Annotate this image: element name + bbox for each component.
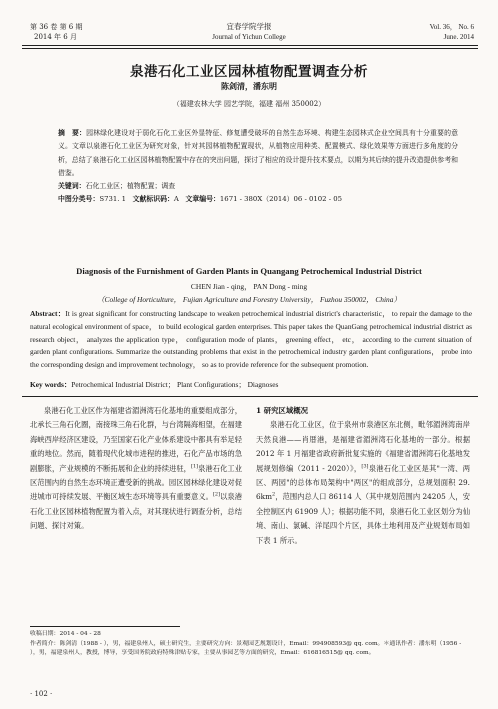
- study-text-1: 泉港石化工业区，位于泉州市泉港区东北侧，毗邻湄洲湾南岸天然良港——肖厝港，是福建省湄洲湾石化基地的一部分。根据 2012 年 1 月福建省政府新批复实施的《福建省湄洲湾石化基地发展规划修编（2011 - 2020）》，: [256, 420, 470, 473]
- english-abstract-text: It is great significant for constructing landscape to weaken petrochemical industrial district's characteristic， to repair the damage to the natural ecological environment of space， to build ecological garden enterprises. This paper takes the QuanGang petrochemical industrial district as research object， analyzes the application type， configuration mode of plants， greening effect， etc， according to the current situation of garden plant configurations. Summarize the outstanding problems that exist in the petrochemical industry garden plant configurations， probe into the corresponding design and improvement technology， so as to provide reference for the subsequent promotion.: [30, 309, 472, 370]
- abstract-text: 园林绿化建设对于弱化石化工业区外显特征、修复遭受破坏的自然生态环境、构建生态园林式企业空间具有十分重要的意义。文章以泉港石化工业区为研究对象，针对其园林植物配置现状，从植物应用种类、配置模式、绿化效果等方面进行多角度的分析，总结了泉港石化工业区园林植物配置中存在的突出问题，探讨了相应的设计提升技术要点，以期为其后续的提升改造提供参考和借鉴。: [58, 129, 459, 177]
- page-number: · 102 ·: [30, 690, 53, 698]
- citation-3[interactable]: [3]: [361, 463, 369, 470]
- journal-date-left: 2014 年 6 月: [34, 33, 77, 41]
- journal-volume-left: 第 36 卷 第 6 期: [30, 23, 83, 31]
- body-right-column: [256, 404, 470, 548]
- english-title: Diagnosis of the Furnishment of Garden Plants in Quangang Petrochemical Industrial District: [76, 266, 422, 276]
- citation-2[interactable]: [2]: [212, 492, 221, 499]
- study-text-2: 泉港石化工业区是其"一湾、两区、两园"的总体布局架构中"两区"的组成部分，总规划面积 29. 6km: [256, 463, 470, 502]
- body-left-column: [30, 404, 242, 534]
- paper-affiliation: （福建农林大学 园艺学院，福建 福州 350002）: [172, 100, 326, 108]
- header-rule-thin: [22, 48, 478, 49]
- header-rule-thick: [22, 45, 478, 46]
- section-heading: 1 研究区域概况: [256, 406, 309, 415]
- footnote: [30, 630, 470, 659]
- english-abstract-label: Abstract：: [30, 309, 66, 318]
- journal-name-cn: 宜春学院学报: [226, 22, 272, 31]
- paper-authors: 陈剑清，潘东明: [221, 81, 277, 91]
- english-keywords-text: Petrochemical Industrial District； Plant Configurations； Diagnoses: [71, 380, 279, 389]
- doc-code-value: A: [173, 195, 179, 204]
- article-number-value: 1671 - 380X（2014）06 - 0102 - 05: [219, 195, 343, 204]
- journal-volume-right: Vol. 36， No. 6: [429, 23, 474, 31]
- citation-1[interactable]: [1]: [191, 463, 199, 470]
- author-info: 作者简介：陈剑清（1988 - ），男，福建泉州人，硕士研究生，主要研究方向：景观园艺规划设计，Email：994908593@ qq. com。＊通讯作者：潘东明（1956 - ），男，福建泉州人，教授，博导，享受国务院政府特殊津贴专家，主要从事园艺等方面的研究，Email：616816515@ qq. com。: [30, 640, 462, 657]
- journal-name-en: Journal of Yichun College: [212, 33, 286, 41]
- doc-code-label: 文献标识码：: [132, 195, 174, 204]
- study-area-paragraph: [256, 418, 470, 548]
- article-number-label: 文章编号：: [185, 195, 220, 204]
- journal-date-right: June. 2014: [443, 33, 474, 41]
- intro-text-2: 泉港石化工业区范围内的自然生态环境正遭受新的挑战。园区园林绿化建设对促进城市可持续发展、平衡区域生态环境等具有重要意义。: [30, 463, 243, 502]
- abstract-bottom-rule: [22, 396, 478, 397]
- received-date: 收稿日期：2014 - 04 - 28: [30, 631, 101, 637]
- abstract-label: 摘 要：: [58, 129, 87, 137]
- clc-label: 中图分类号：: [58, 195, 100, 204]
- english-affiliation: （College of Horticulture， Fujian Agriculture and Forestry University， Fuzhou 350002， China）: [97, 295, 401, 304]
- keywords-text: 石化工业区；植物配置；调查: [85, 182, 176, 191]
- english-keywords-label: Key words：: [30, 380, 72, 389]
- footnote-rule: [30, 626, 180, 627]
- english-authors: CHEN Jian - qing， PAN Dong - ming: [190, 282, 308, 291]
- keywords-label: 关键词：: [58, 182, 86, 191]
- intro-paragraph: [30, 404, 242, 534]
- intro-text-1: 泉港石化工业区作为福建省湄洲湾石化基地的重要组成部分，北承长三角石化圈，南接珠三角石化群，与台湾隔海相望，在福建海峡西岸经济区建设，乃至国家石化产业体系建设中都具有举足轻重的地位。然而，随着现代化城市进程的推进，石化产品市场的急剧膨胀，产业规模的不断拓展和企业的持续进驻，: [30, 406, 242, 473]
- km-superscript: 2: [271, 492, 276, 499]
- clc-value: S731. 1: [99, 195, 126, 204]
- paper-title: 泉港石化工业区园林植物配置调查分析: [130, 64, 368, 80]
- abstract-cn: [58, 127, 458, 207]
- study-text-3: ，范围内总人口 86114 人（其中规划范围内 24205 人，安全控制区内 61909 人）；根据功能不同，泉港石化工业区划分为仙境、南山、氯碱、洋尾四个片区，具体土地利用及产业规划布局如下表 1 所示。: [256, 492, 470, 545]
- intro-text-3: 以泉港石化工业区园林植物配置为着入点，对其现状进行调查分析，总结问题、探讨对策。: [30, 492, 243, 531]
- english-abstract: [30, 308, 472, 372]
- english-keywords: [30, 379, 472, 391]
